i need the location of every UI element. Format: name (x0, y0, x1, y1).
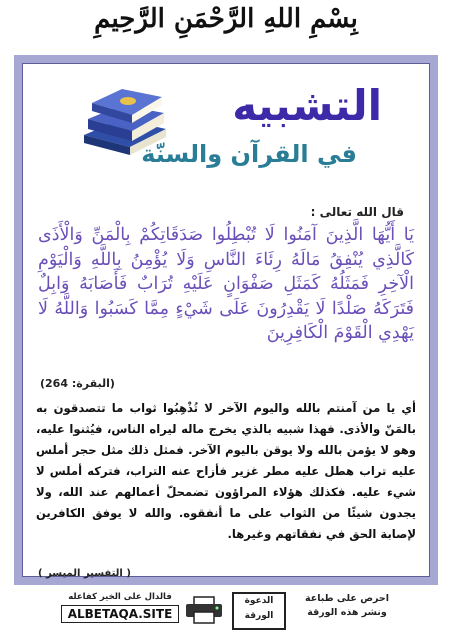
quran-verse: يَا أَيُّهَا الَّذِينَ آمَنُوا لَا تُبْطِلُوا صَدَقَاتِكُمْ بِالْمَنِّ وَالْأَذَى كَالَّذِي يُنْفِقُ مَالَهُ رِئَاءَ النَّاسِ وَلَا يُؤْمِنُ بِاللَّهِ وَالْيَوْمِ الْآخِرِ فَمَثَلُهُ كَمَثَلِ صَفْوَانٍ عَلَيْهِ تُرَابٌ فَأَصَابَهُ وَابِلٌ فَتَرَكَهُ صَلْدًا لَا يَقْدِرُونَ عَلَى شَيْءٍ مِمَّا كَسَبُوا وَاللَّهُ لَا يَهْدِي الْقَوْمَ الْكَافِرِينَ (38, 225, 414, 343)
basmala-calligraphy: بِسْمِ اللهِ الرَّحْمَنِ الرَّحِيمِ (94, 4, 358, 34)
footer (0, 590, 452, 635)
footer-motto: فالدال على الخير كفاعله (68, 592, 172, 602)
footer-print-note (302, 592, 392, 620)
tafsir-source: ( التفسير الميسر ) (38, 568, 131, 579)
footer-print-line2: ونشر هذه الورقة (307, 607, 387, 618)
site-logo (232, 592, 286, 630)
printer-icon (184, 596, 224, 624)
site-link[interactable]: ALBETAQA.SITE (61, 605, 180, 623)
footer-site-block (60, 592, 180, 623)
page-title: التشبيه (232, 81, 382, 130)
footer-print-line1: احرص على طباعة (304, 593, 390, 604)
tafsir-text: أي يا من آمنتم بالله واليوم الآخر لا تُذْهِبُوا ثواب ما تتصدقون به بالمَنّ والأذى. فهذا شبيه بالذي يخرج ماله ليراه الناس، فيُثنوا عليه، وهو لا يؤمن بالله ولا يوقن باليوم الآخر. فمثل ذلك مثل حجر أملس عليه تراب هطل عليه مطر غزير فأزاح عنه التراب، فتركه أملس لا شيء عليه. فكذلك هؤلاء المراؤون تضمحلّ أعمالهم عند الله، ولا يجدون شيئًا من الثواب على ما أنفقوه. والله لا يوفق الكافرين لإصابة الحق في نفقاتهم وغيرها. (36, 401, 416, 541)
page-subtitle: في القرآن والسنّة (141, 140, 357, 168)
verse-reference: (البقرة: 264) (40, 377, 115, 390)
verse-intro: قال الله تعالى : (310, 205, 404, 219)
logo-line2: الورقة (244, 611, 274, 621)
logo-line1: الدعوة (244, 596, 274, 606)
